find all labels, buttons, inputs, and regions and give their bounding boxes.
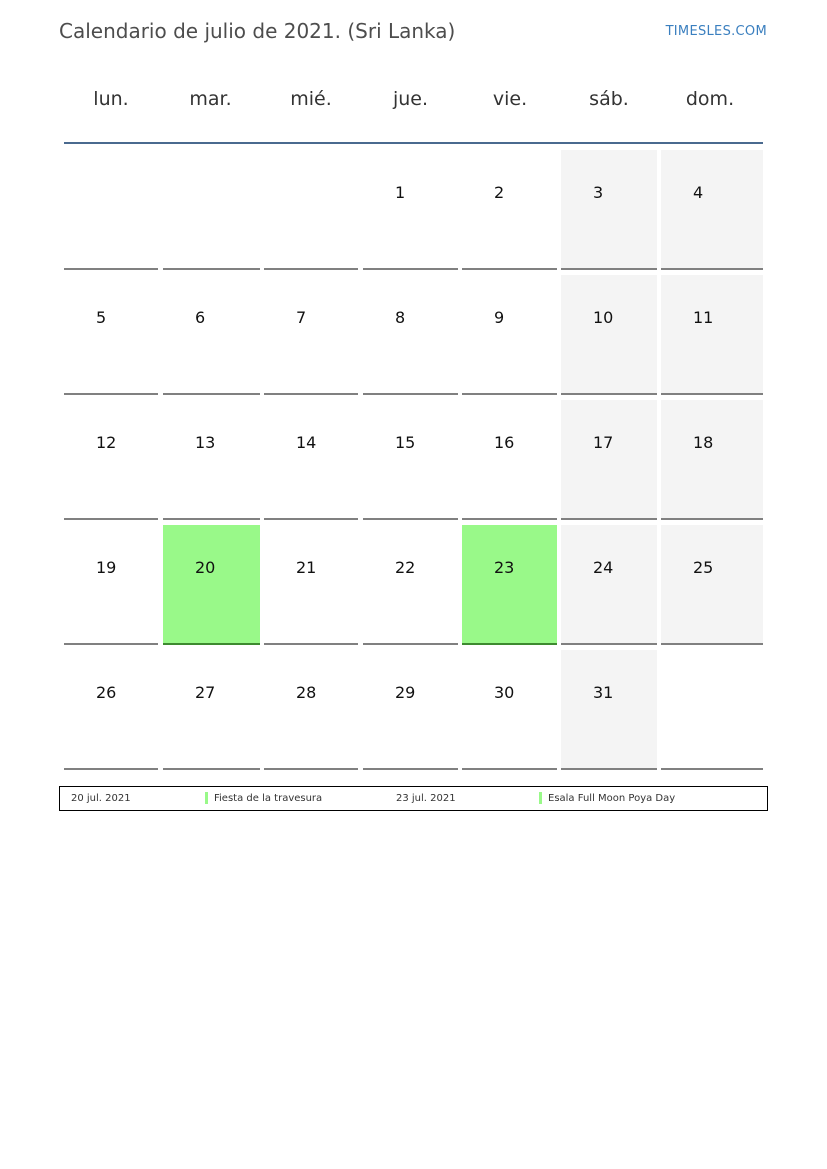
calendar-day-16[interactable] (462, 400, 557, 520)
calendar-day-11[interactable] (661, 275, 763, 395)
calendar-day-8[interactable] (363, 275, 458, 395)
calendar-day-20[interactable] (163, 525, 260, 645)
page-title: Calendario de julio de 2021. (Sri Lanka) (59, 19, 456, 43)
weekday-wed: mié. (290, 88, 332, 110)
calendar-empty-cell (64, 150, 158, 270)
legend-holiday-name: Esala Full Moon Poya Day (548, 793, 676, 804)
weekday-sun: dom. (685, 88, 735, 110)
day-number: 8 (395, 308, 406, 327)
day-number: 16 (494, 433, 515, 452)
weekday-tue: mar. (189, 88, 232, 110)
calendar-day-22[interactable] (363, 525, 458, 645)
calendar-day-30[interactable] (462, 650, 557, 770)
calendar-empty-cell (661, 650, 763, 770)
day-number: 20 (195, 558, 216, 577)
calendar-day-21[interactable] (264, 525, 358, 645)
calendar-day-12[interactable] (64, 400, 158, 520)
calendar-day-9[interactable] (462, 275, 557, 395)
day-number: 13 (195, 433, 216, 452)
calendar-day-2[interactable] (462, 150, 557, 270)
legend-color-swatch (539, 792, 542, 804)
weekday-sat: sáb. (589, 88, 629, 110)
calendar-day-24[interactable] (561, 525, 657, 645)
calendar-day-4[interactable] (661, 150, 763, 270)
day-number: 2 (494, 183, 505, 202)
day-number: 11 (693, 308, 714, 327)
calendar-day-14[interactable] (264, 400, 358, 520)
calendar-day-27[interactable] (163, 650, 260, 770)
legend-holiday-name: Fiesta de la travesura (214, 793, 323, 804)
day-number: 28 (296, 683, 317, 702)
calendar-day-23[interactable] (462, 525, 557, 645)
day-number: 27 (195, 683, 216, 702)
day-number: 18 (693, 433, 714, 452)
calendar-day-19[interactable] (64, 525, 158, 645)
day-number: 30 (494, 683, 515, 702)
day-number: 22 (395, 558, 416, 577)
day-number: 1 (395, 183, 406, 202)
day-number: 6 (195, 308, 206, 327)
day-number: 12 (96, 433, 117, 452)
weekday-header (64, 88, 763, 118)
day-number: 4 (693, 183, 704, 202)
brand-link[interactable]: TIMESLES.COM (665, 24, 767, 39)
calendar-empty-cell (163, 150, 260, 270)
weekday-mon: lun. (93, 88, 129, 110)
calendar-day-15[interactable] (363, 400, 458, 520)
calendar-day-6[interactable] (163, 275, 260, 395)
calendar-day-25[interactable] (661, 525, 763, 645)
calendar-day-31[interactable] (561, 650, 657, 770)
day-number: 9 (494, 308, 505, 327)
day-number: 7 (296, 308, 307, 327)
calendar-day-18[interactable] (661, 400, 763, 520)
day-number: 3 (593, 183, 604, 202)
day-number: 23 (494, 558, 515, 577)
day-number: 29 (395, 683, 416, 702)
day-number: 21 (296, 558, 317, 577)
day-number: 24 (593, 558, 614, 577)
calendar-day-3[interactable] (561, 150, 657, 270)
calendar-day-26[interactable] (64, 650, 158, 770)
weekday-fri: vie. (492, 88, 528, 110)
weekday-thu: jue. (392, 88, 429, 110)
calendar-day-5[interactable] (64, 275, 158, 395)
holiday-legend (59, 786, 768, 811)
day-number: 25 (693, 558, 714, 577)
day-number: 10 (593, 308, 614, 327)
day-number: 14 (296, 433, 317, 452)
legend-color-swatch (205, 792, 208, 804)
header-divider (64, 142, 763, 144)
calendar-day-13[interactable] (163, 400, 260, 520)
legend-date: 23 jul. 2021 (396, 793, 456, 804)
calendar-empty-cell (264, 150, 358, 270)
calendar-day-7[interactable] (264, 275, 358, 395)
calendar-day-1[interactable] (363, 150, 458, 270)
calendar-day-17[interactable] (561, 400, 657, 520)
day-number: 5 (96, 308, 107, 327)
day-number: 26 (96, 683, 117, 702)
day-number: 17 (593, 433, 614, 452)
day-number: 31 (593, 683, 614, 702)
calendar-day-10[interactable] (561, 275, 657, 395)
calendar-day-28[interactable] (264, 650, 358, 770)
legend-date: 20 jul. 2021 (71, 793, 131, 804)
day-number: 19 (96, 558, 117, 577)
day-number: 15 (395, 433, 416, 452)
calendar-day-29[interactable] (363, 650, 458, 770)
